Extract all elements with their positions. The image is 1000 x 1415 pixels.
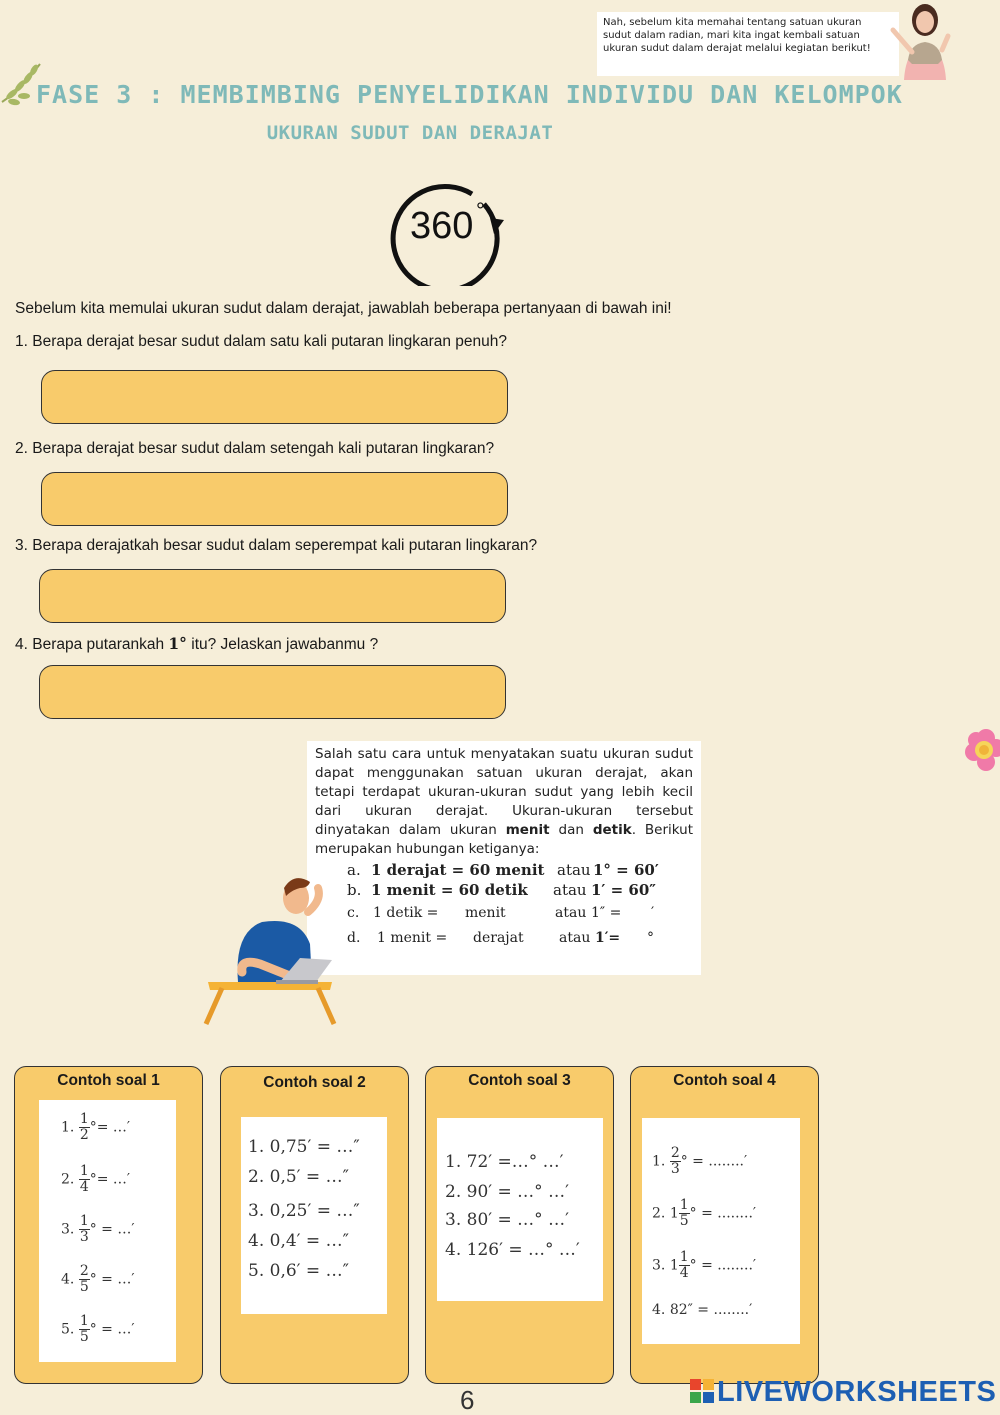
example-card-2 xyxy=(220,1066,409,1384)
card-1-item-3: 3. $\frac{1}{3}$ ° = …′ xyxy=(61,1213,135,1245)
answer-box-1[interactable] xyxy=(41,370,508,424)
question-1: 1. Berapa derajat besar sudut dalam satu kali putaran lingkaran penuh? xyxy=(15,333,508,350)
card-3-item-1: 1. 72′ =…° …′ xyxy=(445,1152,564,1172)
card-4-item-1: 1. $\frac{2}{3}$ ° = ........′ xyxy=(652,1145,748,1177)
card-3-item-4: 4. 126′ = …° …′ xyxy=(445,1240,580,1260)
answer-box-4[interactable] xyxy=(39,665,506,719)
card-4-panel xyxy=(642,1118,800,1344)
flower-decoration-icon xyxy=(964,726,1000,778)
card-2-title: Contoh soal 2 xyxy=(263,1074,366,1091)
card-4-item-3: 3. 1 $\frac{1}{4}$ ° = ........′ xyxy=(652,1249,757,1281)
example-card-1 xyxy=(14,1066,203,1384)
info-paragraph: Salah satu cara untuk menyatakan suatu ukuran sudut dapat menggunakan satuan ukuran derajat, akan tetapi terdapat ukuran-ukuran sudut yang lebih kecil dari ukuran derajat. Ukuran-ukuran tersebut dinyatakan dalam ukuran menit dan detik. Berikut merupakan hubungan ketiganya: xyxy=(315,746,694,857)
example-card-4 xyxy=(630,1066,819,1384)
circle-degree-label: ° xyxy=(476,198,485,223)
teacher-illustration xyxy=(890,0,960,80)
relation-row-b: b. 1 menit = 60 detik atau 1′ = 60″ xyxy=(347,881,656,899)
card-4-item-4: 4. 82″ = ........′ xyxy=(652,1302,753,1318)
intro-speech-bubble: Nah, sebelum kita memahai tentang satuan ukuran sudut dalam radian, mari kita ingat kembali satuan ukuran sudut dalam derajat melalui kegiatan berikut! xyxy=(597,12,899,76)
relation-row-c: c. 1 detik = menit atau 1″ = ′ xyxy=(347,905,655,921)
card-2-item-5: 5. 0,6′ = …″ xyxy=(248,1261,349,1281)
answer-box-3[interactable] xyxy=(39,569,506,623)
brand-name: LIVEWORKSHEETS xyxy=(717,1376,997,1408)
page-number: 6 xyxy=(460,1385,475,1415)
full-rotation-circle-icon xyxy=(380,162,510,286)
card-3-item-2: 2. 90′ = …° …′ xyxy=(445,1182,569,1202)
question-4-part-1: 4. Berapa putarankah xyxy=(15,636,169,653)
question-3: 3. Berapa derajatkah besar sudut dalam seperempat kali putaran lingkaran? xyxy=(15,537,538,554)
liveworksheets-brand[interactable] xyxy=(690,1376,996,1409)
question-4 xyxy=(15,634,378,654)
question-2: 2. Berapa derajat besar sudut dalam setengah kali putaran lingkaran? xyxy=(15,440,495,457)
card-3-item-3: 3. 80′ = …° …′ xyxy=(445,1210,569,1230)
card-2-panel xyxy=(241,1117,387,1314)
card-3-title: Contoh soal 3 xyxy=(468,1072,571,1089)
circle-360-label: 360 xyxy=(410,205,474,247)
card-1-item-4: 4. $\frac{2}{5}$ ° = …′ xyxy=(61,1263,135,1295)
card-2-item-4: 4. 0,4′ = …″ xyxy=(248,1231,349,1251)
card-3-panel xyxy=(437,1118,603,1301)
relation-row-d: d. 1 menit = derajat atau 1′= ° xyxy=(347,930,654,946)
example-card-3 xyxy=(425,1066,614,1384)
card-4-item-2: 2. 1 $\frac{1}{5}$ ° = ........′ xyxy=(652,1197,757,1229)
card-1-item-2: 2. $\frac{1}{4}$ °= …′ xyxy=(61,1163,131,1195)
relation-row-a: a. 1 derajat = 60 menit atau 1° = 60′ xyxy=(347,861,659,879)
card-4-title: Contoh soal 4 xyxy=(673,1072,776,1089)
card-2-item-1: 1. 0,75′ = …″ xyxy=(248,1137,360,1157)
question-4-degree: 1° xyxy=(168,634,187,653)
page-title: FASE 3 : MEMBIMBING PENYELIDIKAN INDIVIDU DAN KELOMPOK xyxy=(36,80,903,109)
card-1-panel xyxy=(39,1100,176,1362)
card-1-title: Contoh soal 1 xyxy=(57,1072,160,1089)
liveworksheets-logo-icon xyxy=(690,1379,714,1403)
answer-box-2[interactable] xyxy=(41,472,508,526)
page-subtitle: UKURAN SUDUT DAN DERAJAT xyxy=(266,122,554,144)
student-laptop-illustration xyxy=(200,872,340,1027)
card-2-item-2: 2. 0,5′ = …″ xyxy=(248,1167,349,1187)
card-2-item-3: 3. 0,25′ = …″ xyxy=(248,1201,360,1221)
card-1-item-5: 5. $\frac{1}{5}$ ° = …′ xyxy=(61,1313,135,1345)
question-4-part-2: itu? Jelaskan jawabanmu ? xyxy=(186,636,379,653)
card-1-item-1: 1. $\frac{1}{2}$ °= …′ xyxy=(61,1111,131,1143)
intro-instruction: Sebelum kita memulai ukuran sudut dalam derajat, jawablah beberapa pertanyaan di bawah ini! xyxy=(15,300,672,317)
info-box xyxy=(307,741,701,975)
